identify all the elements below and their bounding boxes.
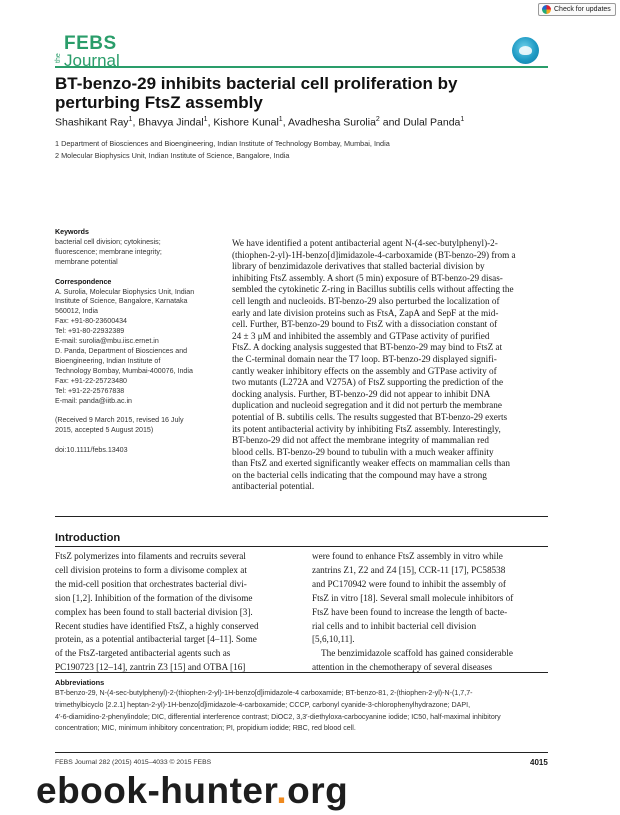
correspondence-line: D. Panda, Department of Biosciences and xyxy=(55,346,188,355)
author-affil-sup: 1 xyxy=(128,116,133,123)
body-line: attention in the chemotherapy of several diseases xyxy=(312,662,493,673)
abstract-line: potential of B. subtilis cells. The results suggested that BT-benzo-29 exerts xyxy=(232,411,508,422)
crossmark-icon xyxy=(542,5,551,14)
abbreviations-line: concentration; MIC, minimum inhibitory concentration; PI, propidium iodide; RBC, red blood cell. xyxy=(55,724,356,733)
abstract-line: on the bacterial cells indicating that the compound may have a strong xyxy=(232,469,487,480)
abbreviations-line: BT-benzo-29, N-(4-sec-butylphenyl)-2-(thiophen-2-yl)-1H-benzo[d]imidazole-4 carboxamide; BT-benzo-81, 2-(thiophen-2-yl)-N-(1,7,7- xyxy=(55,689,473,697)
author-name: Shashikant Ray xyxy=(55,116,129,129)
keywords-line: fluorescence; membrane integrity; xyxy=(55,247,162,256)
abbreviations-line: trimethylbicyclo [2.2.1] heptan-2-yl)-1H-benzo[d]imidazole-4-carboxamide; CCCP, carbonyl cyanide-3-chlorophenylhydrazone; DAPI, xyxy=(55,700,471,709)
abstract-line: cell length and nucleoids. BT-benzo-29 also perturbed the localization of xyxy=(232,295,500,306)
body-line: of the FtsZ-targeted antibacterial agents such as xyxy=(55,648,231,659)
section-rule xyxy=(55,516,548,517)
body-line: FtsZ have been found to increase the length of bacte- xyxy=(312,606,508,617)
abstract-line: duplication and nucleoid segregation and it did not perturb the membrane xyxy=(232,400,502,411)
correspondence-line: Bioengineering, Indian Institute of xyxy=(55,356,161,365)
body-line: and PC170942 were found to inhibit the assembly of xyxy=(312,578,506,589)
page-number: 4015 xyxy=(530,758,548,767)
header-rule xyxy=(55,66,548,68)
check-for-updates-button[interactable] xyxy=(538,3,616,16)
affiliation: 1 Department of Biosciences and Bioengineering, Indian Institute of Technology Bombay, Mumbai, India xyxy=(55,139,390,148)
correspondence-email[interactable]: E-mail: panda@iitb.ac.in xyxy=(55,396,132,405)
abstract-line: antibacterial potential. xyxy=(232,481,315,492)
abstract-line: two mutants (L272A and V275A) of FtsZ supporting the prediction of the xyxy=(232,377,504,388)
body-line: were found to enhance FtsZ assembly in vitro while xyxy=(312,551,503,561)
correspondence-line: Tel: +91-22-25767838 xyxy=(55,386,125,395)
intro-column-right xyxy=(312,550,552,675)
check-for-updates-label: Check for updates xyxy=(554,6,611,13)
article-title-line: perturbing FtsZ assembly xyxy=(55,93,263,112)
abstract xyxy=(232,238,548,493)
abstract-line: than FtsZ and exerted significantly weaker effects on mammalian cells than xyxy=(232,458,510,469)
doi-link[interactable]: doi:10.1111/febs.13403 xyxy=(55,446,128,455)
body-line: FtsZ polymerizes into filaments and recruits several xyxy=(55,551,246,561)
abstract-line: (thiophen-2-yl)-1H-benzo[d]imidazole-4-carboxamide (BT-benzo-29) from a xyxy=(232,249,516,260)
watermark-text: org xyxy=(287,770,349,811)
body-line: rial cells and to inhibit bacterial cell division xyxy=(312,620,477,631)
author-name: Avadhesha Surolia xyxy=(287,116,376,129)
correspondence-line: Institute of Science, Bangalore, Karnataka xyxy=(55,297,188,306)
body-line: FtsZ in vitro [18]. Several small molecule inhibitors of xyxy=(312,592,514,603)
affiliation: 2 Molecular Biophysics Unit, Indian Institute of Science, Bangalore, India xyxy=(55,151,290,160)
abstract-line: 24 ± 3 μM and inhibited the assembly and GTPase activity of purified xyxy=(232,330,490,341)
keywords-line: membrane potential xyxy=(55,257,118,266)
abbreviations-line: 4′-6-diamidino-2-phenylindole; DIC, differential interference contrast; DiOC2, 3,3′-diethyloxa-carbocyanine iodide; IC50, half-maximal inhibitory xyxy=(55,712,501,721)
author-name: Dulal Panda xyxy=(403,116,461,129)
body-line: Recent studies have identified FtsZ, a highly conserved xyxy=(55,620,259,631)
keywords-heading: Keywords xyxy=(55,228,89,236)
abstract-line: cantly weaker inhibitory effects on the assembly and GTPase activity of xyxy=(232,365,497,376)
correspondence-email[interactable]: E-mail: surolia@mbu.iisc.ernet.in xyxy=(55,337,159,346)
correspondence-line: 560012, India xyxy=(55,307,98,316)
abbreviations xyxy=(55,688,555,735)
correspondence-line: Tel: +91-80-22932389 xyxy=(55,327,125,336)
body-line: [5,6,10,11]. xyxy=(312,634,355,645)
journal-logo-sub: Journal xyxy=(64,51,120,70)
section-rule xyxy=(55,546,548,547)
footer-citation: FEBS Journal 282 (2015) 4015–4033 © 2015 FEBS xyxy=(55,759,212,766)
correspondence-line: Fax: +91-80-23600434 xyxy=(55,317,127,326)
abstract-line: docking analysis. Further, BT-benzo-29 did not appear to inhibit DNA xyxy=(232,388,491,399)
intro-column-left xyxy=(55,550,295,675)
correspondence-heading: Correspondence xyxy=(55,277,112,286)
abstract-line: We have identified a potent antibacterial agent N-(4-sec-butylphenyl)-2- xyxy=(232,238,498,248)
journal-logo-the: the xyxy=(55,53,62,63)
abstract-line: library of benzimidazole derivatives that stalled bacterial division by xyxy=(232,261,485,272)
introduction-heading: Introduction xyxy=(55,532,121,544)
author-name: Bhavya Jindal xyxy=(138,116,204,129)
watermark-dot: . xyxy=(276,770,288,811)
abstract-line: FtsZ. A docking analysis suggested that BT-benzo-29 may bind to FtsZ at xyxy=(232,342,503,353)
body-line: PC190723 [12–14], zantrin Z3 [15] and OTBA [16] xyxy=(55,662,246,673)
author-affil-sup: 1 xyxy=(278,116,283,123)
received-line: (Received 9 March 2015, revised 16 July xyxy=(55,416,184,425)
author-name: Kishore Kunal xyxy=(213,116,279,129)
abbreviations-rule xyxy=(55,672,548,673)
watermark xyxy=(36,770,348,812)
febs-emblem-icon xyxy=(512,37,539,64)
correspondence-line: Fax: +91-22-25723480 xyxy=(55,376,127,385)
article-sidebar xyxy=(55,228,220,456)
correspondence-line: A. Surolia, Molecular Biophysics Unit, Indian xyxy=(55,287,195,296)
body-line: complex has been found to stall bacterial division [3]. xyxy=(55,606,253,617)
author-list: Shashikant Ray$^1$, Bhavya Jindal$^1$, Kishore Kunal$^1$, Avadhesha Surolia$^2$ and Dulal Panda$^1$ xyxy=(55,116,465,129)
body-line: the mid-cell position that orchestrates bacterial divi- xyxy=(55,578,247,589)
received-line: 2015, accepted 5 August 2015) xyxy=(55,426,154,435)
abstract-line: cell. Further, BT-benzo-29 bound to FtsZ with a dissociation constant of xyxy=(232,319,498,330)
author-affil-sup: 1 xyxy=(460,116,465,123)
abstract-line: blood cells. BT-benzo-29 bound to tubulin with a much weaker affinity xyxy=(232,446,494,457)
author-affil-sup: 2 xyxy=(375,116,380,123)
body-line: zantrins Z1, Z2 and Z4 [15], CCR-11 [17], PC58538 xyxy=(312,564,506,575)
article-title-line: BT-benzo-29 inhibits bacterial cell proliferation by xyxy=(55,74,458,93)
abbreviations-heading: Abbreviations xyxy=(55,678,105,687)
abstract-line: its potent antibacterial activity by inhibiting FtsZ assembly. Interestingly, xyxy=(232,423,501,434)
keywords-line: bacterial cell division; cytokinesis; xyxy=(55,237,161,246)
footer-rule xyxy=(55,752,548,753)
abstract-line: early and late division proteins such as FtsA, ZapA and SepF at the mid- xyxy=(232,307,499,318)
body-line: protein, as a potential antibacterial target [4–11]. Some xyxy=(55,634,257,645)
article-title xyxy=(55,74,545,112)
body-line: sion [1,2]. Inhibition of the formation of the divisome xyxy=(55,592,253,603)
journal-logo-name: FEBS xyxy=(64,33,117,54)
abstract-line: the C-terminal domain near the T7 loop. BT-benzo-29 displayed signifi- xyxy=(232,353,497,364)
abstract-line: BT-benzo-29 did not affect the membrane integrity of mammalian red xyxy=(232,435,489,446)
watermark-text: ebook-hunter xyxy=(36,770,277,811)
body-line: cell division proteins to form a divisome complex at xyxy=(55,564,247,575)
abstract-line: sembled the cytokinetic Z-ring in Bacillus subtilis cells without affecting the xyxy=(232,284,514,295)
correspondence-line: Technology Bombay, Mumbai-400076, India xyxy=(55,366,193,375)
body-line: The benzimidazole scaffold has gained considerable xyxy=(312,648,513,659)
abstract-line: inhibiting FtsZ assembly. A short (5 min) exposure of BT-benzo-29 disas- xyxy=(232,272,503,283)
author-affil-sup: 1 xyxy=(203,116,208,123)
